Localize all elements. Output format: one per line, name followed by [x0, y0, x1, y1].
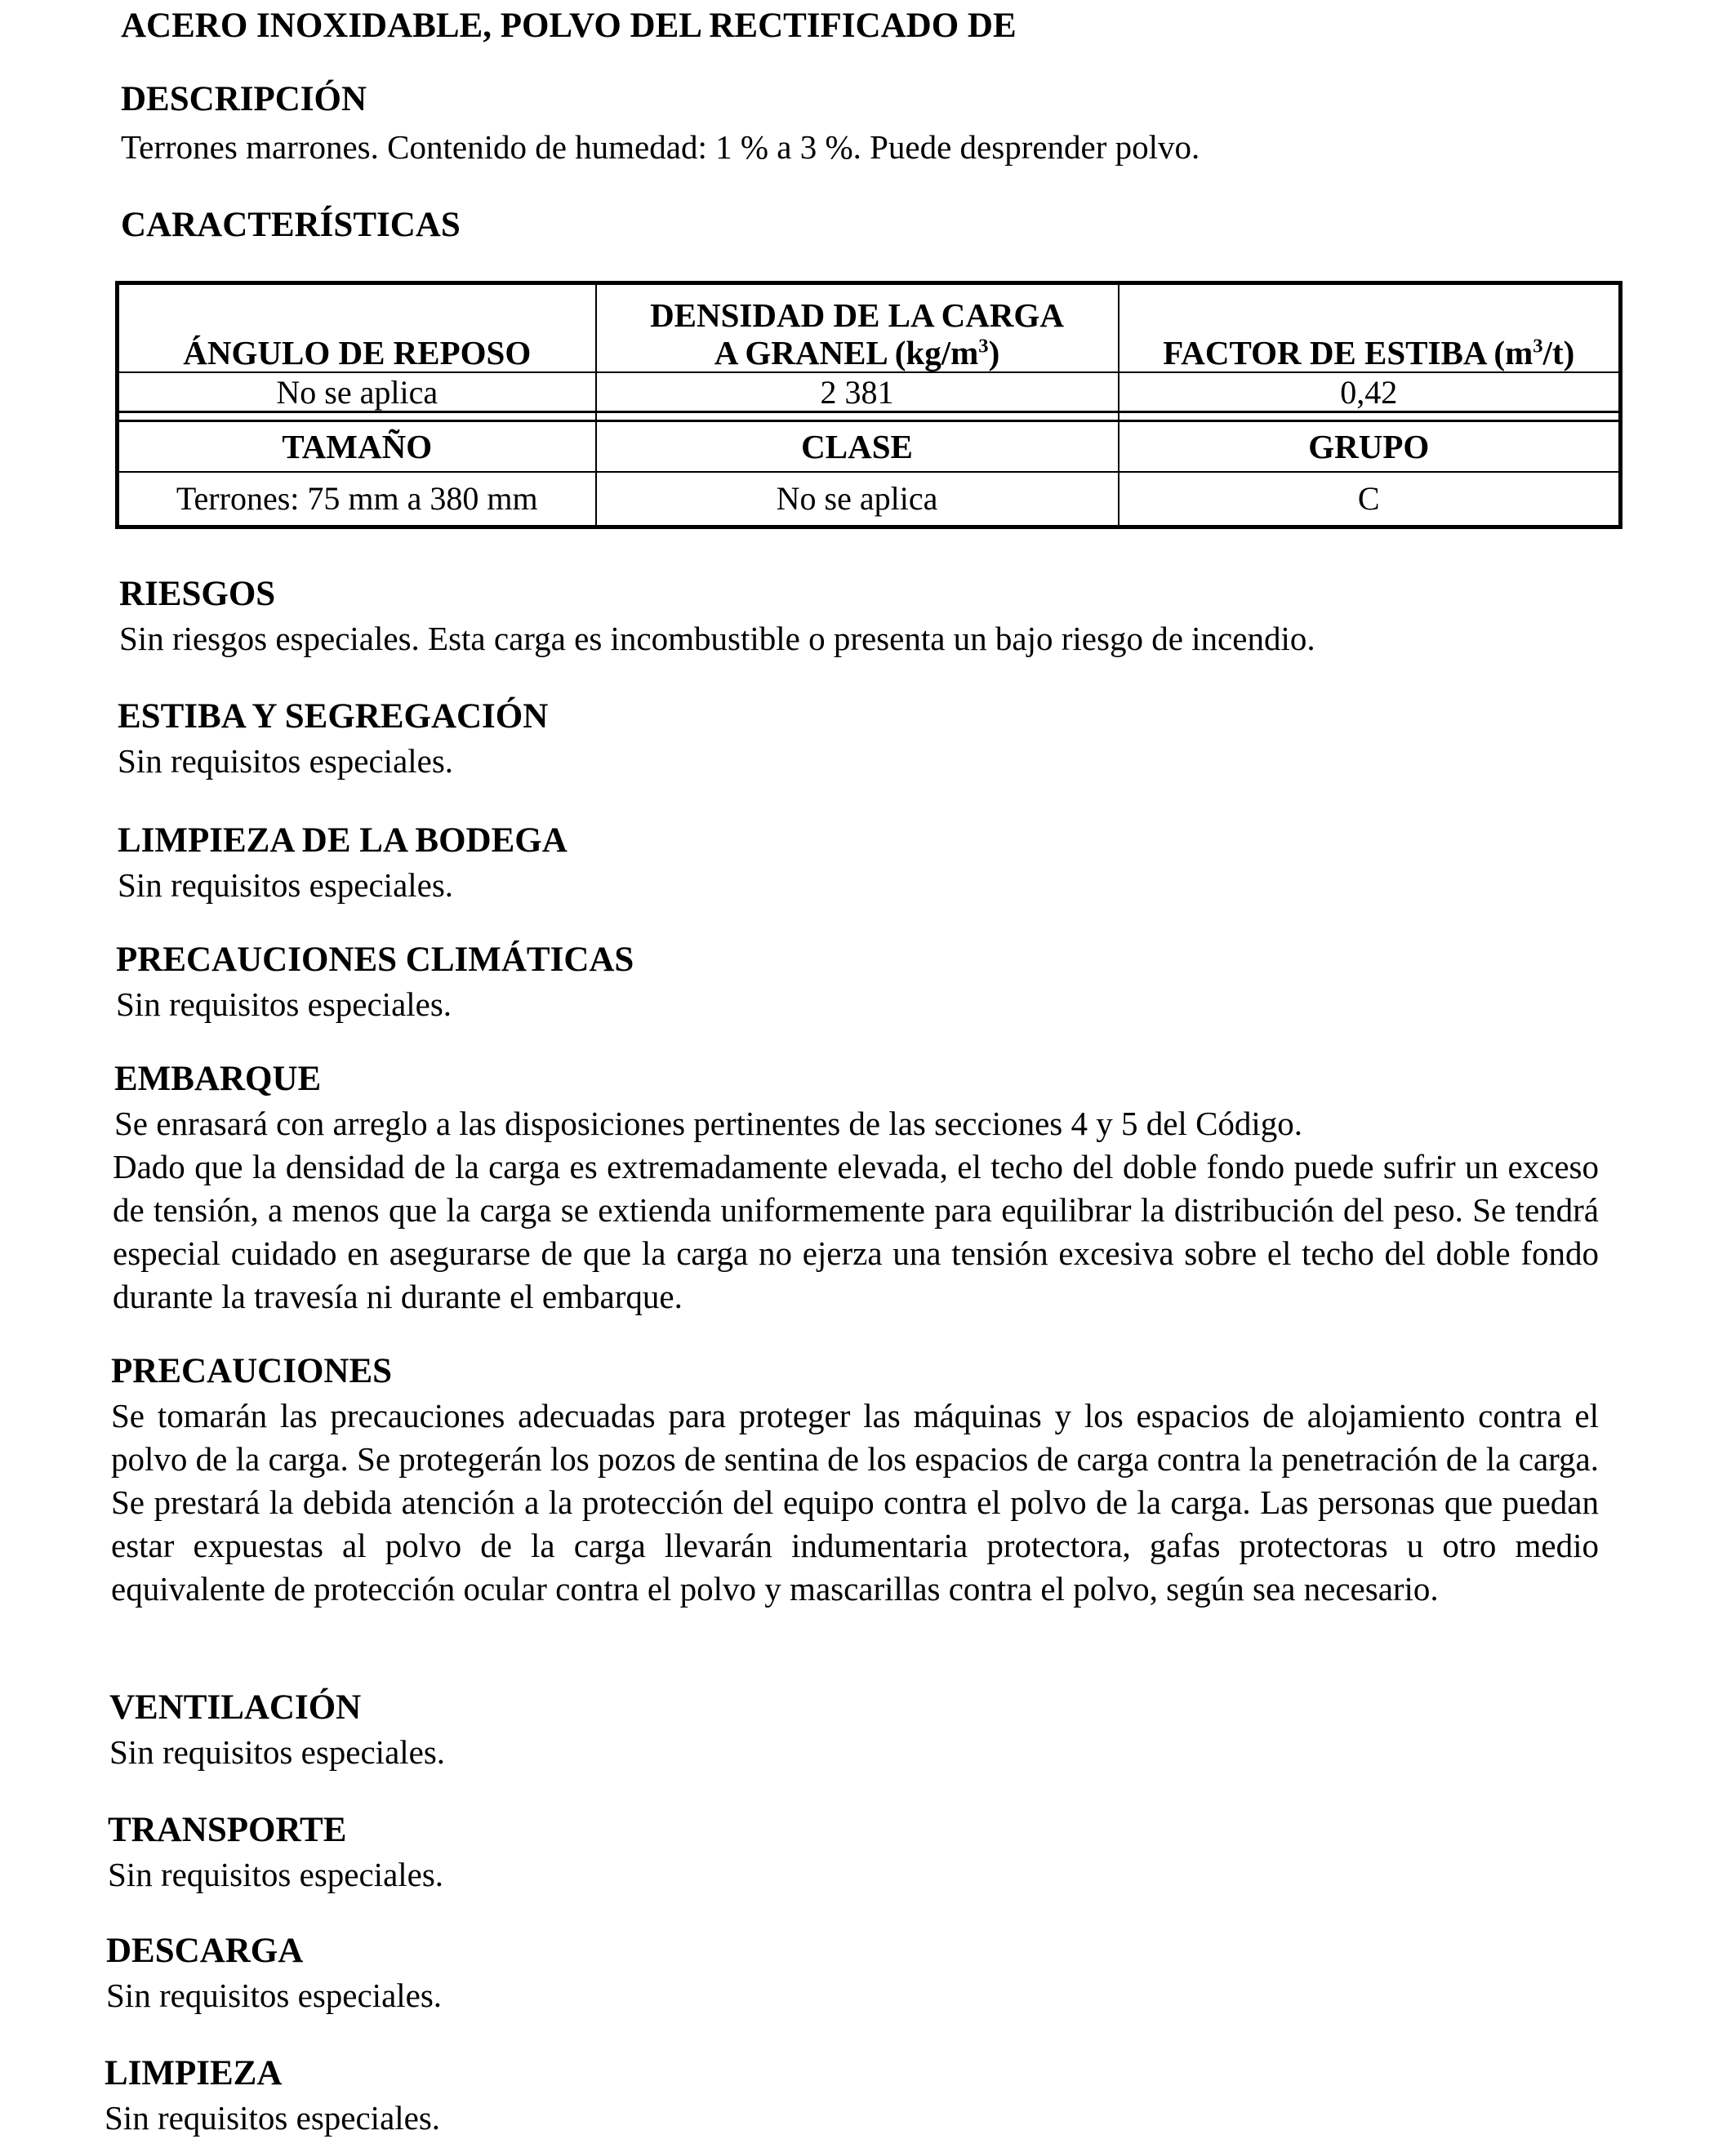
cell-factor-value: 0,42 — [1119, 372, 1621, 412]
document-title: ACERO INOXIDABLE, POLVO DEL RECTIFICADO DE — [121, 7, 1017, 45]
text-precauciones-paragraph: Se tomarán las precauciones adecuadas para proteger las máquinas y los espacios de alojamiento contra el polvo de la carga. Se protegerán los pozos de sentina de los espacios de carga contra la penetración de la carga. Se prestará la debida atención a la protección del equipo contra el polvo de la carga. Las personas que puedan estar expuestas al polvo de la carga llevarán indumentaria protectora, gafas protectoras u otro medio equivalente de protección ocular contra el polvo y mascarillas contra el polvo, según sea necesario. — [111, 1397, 1599, 1608]
heading-limpieza: LIMPIEZA — [105, 2054, 283, 2092]
header-densidad-end: ) — [988, 334, 1000, 371]
text-limpieza-de-la-bodega: Sin requisitos especiales. — [118, 866, 454, 904]
table-row — [118, 472, 1621, 527]
header-densidad-line2: A GRANEL (kg/m — [714, 334, 979, 371]
heading-precauciones: PRECAUCIONES — [111, 1352, 393, 1390]
table-row — [118, 372, 1621, 412]
text-riesgos: Sin riesgos especiales. Esta carga es incombustible o presenta un bajo riesgo de incendio. — [119, 620, 1315, 657]
header-factor-end: /t) — [1542, 334, 1575, 371]
cell-tamano-value: Terrones: 75 mm a 380 mm — [118, 472, 596, 527]
heading-limpieza-de-la-bodega: LIMPIEZA DE LA BODEGA — [118, 821, 568, 860]
heading-estiba-y-segregacion: ESTIBA Y SEGREGACIÓN — [118, 697, 549, 736]
header-factor-superscript: 3 — [1533, 335, 1543, 358]
text-descripcion: Terrones marrones. Contenido de humedad: 1 % a 3 %. Puede desprender polvo. — [121, 128, 1200, 166]
header-densidad — [596, 283, 1119, 373]
header-factor-de-estiba — [1119, 283, 1621, 373]
header-angulo-de-reposo: ÁNGULO DE REPOSO — [118, 283, 596, 373]
separator-cell — [596, 412, 1119, 421]
text-embarque-line1: Se enrasará con arreglo a las disposiciones pertinentes de las secciones 4 y 5 del Código. — [114, 1105, 1303, 1142]
cell-densidad-value: 2 381 — [596, 372, 1119, 412]
text-estiba-y-segregacion: Sin requisitos especiales. — [118, 742, 454, 780]
text-embarque-paragraph: Dado que la densidad de la carga es extremadamente elevada, el techo del doble fondo puede sufrir un exceso de tensión, a menos que la carga se extienda uniformemente para equilibrar la distribución del peso. Se tendrá especial cuidado en asegurarse de que la carga no ejerza una tensión excesiva sobre el techo del doble fondo durante la travesía ni durante el embarque. — [113, 1148, 1599, 1315]
cell-angulo-value: No se aplica — [118, 372, 596, 412]
table-separator — [118, 412, 1621, 421]
header-densidad-superscript: 3 — [978, 335, 989, 358]
heading-descarga: DESCARGA — [106, 1932, 304, 1970]
text-descarga: Sin requisitos especiales. — [106, 1977, 443, 2014]
text-transporte: Sin requisitos especiales. — [108, 1856, 444, 1893]
header-factor-text: FACTOR DE ESTIBA (m — [1163, 334, 1533, 371]
header-densidad-line1: DENSIDAD DE LA CARGA — [650, 296, 1064, 334]
heading-precauciones-climaticas: PRECAUCIONES CLIMÁTICAS — [116, 941, 634, 979]
cell-clase-value: No se aplica — [596, 472, 1119, 527]
heading-caracteristicas: CARACTERÍSTICAS — [121, 206, 461, 244]
table-row — [118, 421, 1621, 473]
text-ventilacion: Sin requisitos especiales. — [109, 1733, 446, 1771]
cell-grupo-value: C — [1119, 472, 1621, 527]
text-limpieza: Sin requisitos especiales. — [105, 2099, 441, 2137]
header-tamano: TAMAÑO — [118, 421, 596, 473]
separator-cell — [1119, 412, 1621, 421]
header-clase: CLASE — [596, 421, 1119, 473]
heading-transporte: TRANSPORTE — [108, 1811, 347, 1849]
heading-ventilacion: VENTILACIÓN — [109, 1688, 362, 1727]
separator-cell — [118, 412, 596, 421]
header-grupo: GRUPO — [1119, 421, 1621, 473]
properties-table — [115, 281, 1622, 529]
heading-descripcion: DESCRIPCIÓN — [121, 80, 367, 118]
heading-embarque: EMBARQUE — [114, 1060, 322, 1098]
heading-riesgos: RIESGOS — [119, 575, 276, 613]
text-precauciones-climaticas: Sin requisitos especiales. — [116, 985, 452, 1023]
table-row — [118, 283, 1621, 373]
